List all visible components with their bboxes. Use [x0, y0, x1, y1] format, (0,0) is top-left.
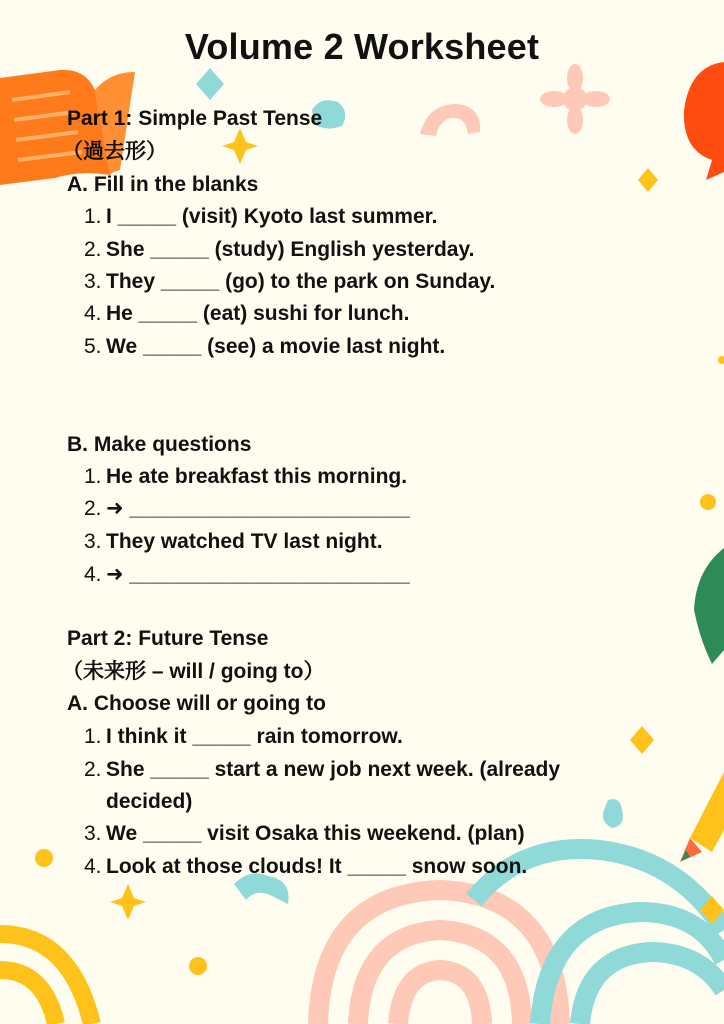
list-item: 2. She _____ start a new job next week. (already — [84, 758, 561, 781]
page-title: Volume 2 Worksheet — [184, 26, 540, 67]
part2-heading: Part 2: Future Tense — [67, 627, 269, 650]
list-item: 1. I think it _____ rain tomorrow. — [84, 725, 403, 748]
list-item: 5. We _____ (see) a movie last night. — [84, 335, 446, 358]
part1-section-b-heading: B. Make questions — [67, 433, 252, 456]
list-item: 1. I _____ (visit) Kyoto last summer. — [84, 205, 438, 228]
part2-subheading: （未来形 – will / going to） — [62, 660, 325, 683]
list-item-continuation: decided) — [106, 790, 193, 813]
list-item: 4. He _____ (eat) sushi for lunch. — [84, 302, 410, 325]
part1-heading: Part 1: Simple Past Tense — [67, 107, 323, 130]
list-item: 2. ➜ ________________________ — [84, 497, 410, 520]
list-item: 2. She _____ (study) English yesterday. — [84, 238, 475, 261]
list-item: 4. ➜ ________________________ — [84, 563, 410, 586]
list-item: 3. We _____ visit Osaka this weekend. (plan) — [84, 822, 525, 845]
part1-section-a-heading: A. Fill in the blanks — [67, 173, 259, 196]
list-item: 4. Look at those clouds! It _____ snow soon. — [84, 855, 528, 878]
part1-subheading: （過去形） — [62, 140, 167, 163]
list-item: 1. He ate breakfast this morning. — [84, 465, 408, 488]
list-item: 3. They _____ (go) to the park on Sunday. — [84, 270, 496, 293]
part2-section-a-heading: A. Choose will or going to — [67, 692, 326, 715]
list-item: 3. They watched TV last night. — [84, 530, 383, 553]
